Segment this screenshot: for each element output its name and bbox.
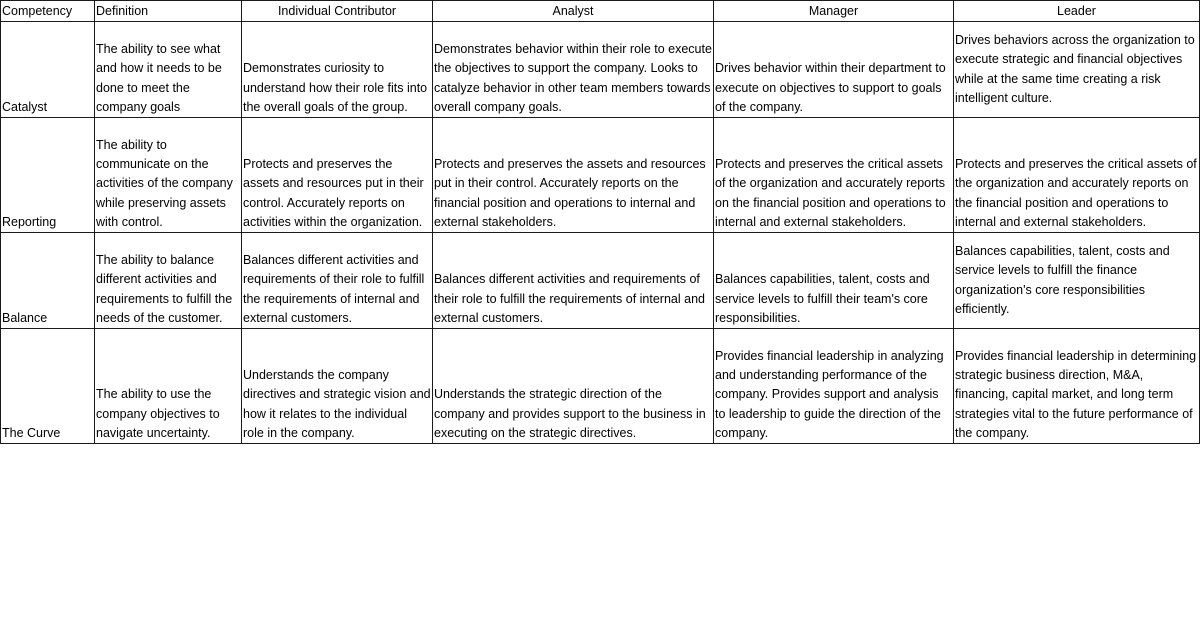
competency-cell: Reporting	[1, 118, 95, 233]
analyst-cell: Understands the strategic direction of the company and provides support to the business in executing on the strategic directives.	[433, 329, 714, 444]
header-competency: Competency	[1, 1, 95, 22]
manager-cell: Provides financial leadership in analyzing and understanding performance of the company. Provides support and analysis to leadership to guide the direction of the company.	[714, 329, 954, 444]
definition-cell: The ability to communicate on the activities of the company while preserving assets with control.	[95, 118, 242, 233]
competency-cell: Balance	[1, 233, 95, 329]
individual-contributor-cell: Understands the company directives and strategic vision and how it relates to the individual role in the company.	[242, 329, 433, 444]
leader-cell: Provides financial leadership in determining strategic business direction, M&A, financing, capital market, and long term strategies vital to the future performance of the company.	[954, 329, 1200, 444]
competency-cell: The Curve	[1, 329, 95, 444]
leader-cell: Drives behaviors across the organization to execute strategic and financial objectives while at the same time creating a risk intelligent culture.	[954, 22, 1200, 118]
header-individual-contributor: Individual Contributor	[242, 1, 433, 22]
manager-cell: Balances capabilities, talent, costs and service levels to fulfill their team's core responsibilities.	[714, 233, 954, 329]
manager-cell: Drives behavior within their department to execute on objectives to support to goals of the company.	[714, 22, 954, 118]
individual-contributor-cell: Demonstrates curiosity to understand how their role fits into the overall goals of the group.	[242, 22, 433, 118]
individual-contributor-cell: Protects and preserves the assets and resources put in their control. Accurately reports on activities within the organization.	[242, 118, 433, 233]
manager-cell: Protects and preserves the critical assets of the organization and accurately reports on the financial position and operations to internal and external stakeholders.	[714, 118, 954, 233]
table-row	[1, 329, 1200, 444]
table-row	[1, 22, 1200, 118]
analyst-cell: Protects and preserves the assets and resources put in their control. Accurately reports on the financial position and operations to internal and external stakeholders.	[433, 118, 714, 233]
analyst-cell: Demonstrates behavior within their role to execute the objectives to support the company. Looks to catalyze behavior in other team members towards overall company goals.	[433, 22, 714, 118]
header-row	[1, 1, 1200, 22]
leader-cell: Protects and preserves the critical assets of the organization and accurately reports on the financial position and operations to internal and external stakeholders.	[954, 118, 1200, 233]
definition-cell: The ability to see what and how it needs to be done to meet the company goals	[95, 22, 242, 118]
header-definition: Definition	[95, 1, 242, 22]
analyst-cell: Balances different activities and requirements of their role to fulfill the requirements of internal and external customers.	[433, 233, 714, 329]
individual-contributor-cell: Balances different activities and requirements of their role to fulfill the requirements of internal and external customers.	[242, 233, 433, 329]
table-row	[1, 118, 1200, 233]
header-leader: Leader	[954, 1, 1200, 22]
definition-cell: The ability to use the company objectives to navigate uncertainty.	[95, 329, 242, 444]
competency-cell: Catalyst	[1, 22, 95, 118]
header-manager: Manager	[714, 1, 954, 22]
table-row	[1, 233, 1200, 329]
definition-cell: The ability to balance different activities and requirements to fulfill the needs of the customer.	[95, 233, 242, 329]
header-analyst: Analyst	[433, 1, 714, 22]
leader-cell: Balances capabilities, talent, costs and service levels to fulfill the finance organization's core responsibilities efficiently.	[954, 233, 1200, 329]
